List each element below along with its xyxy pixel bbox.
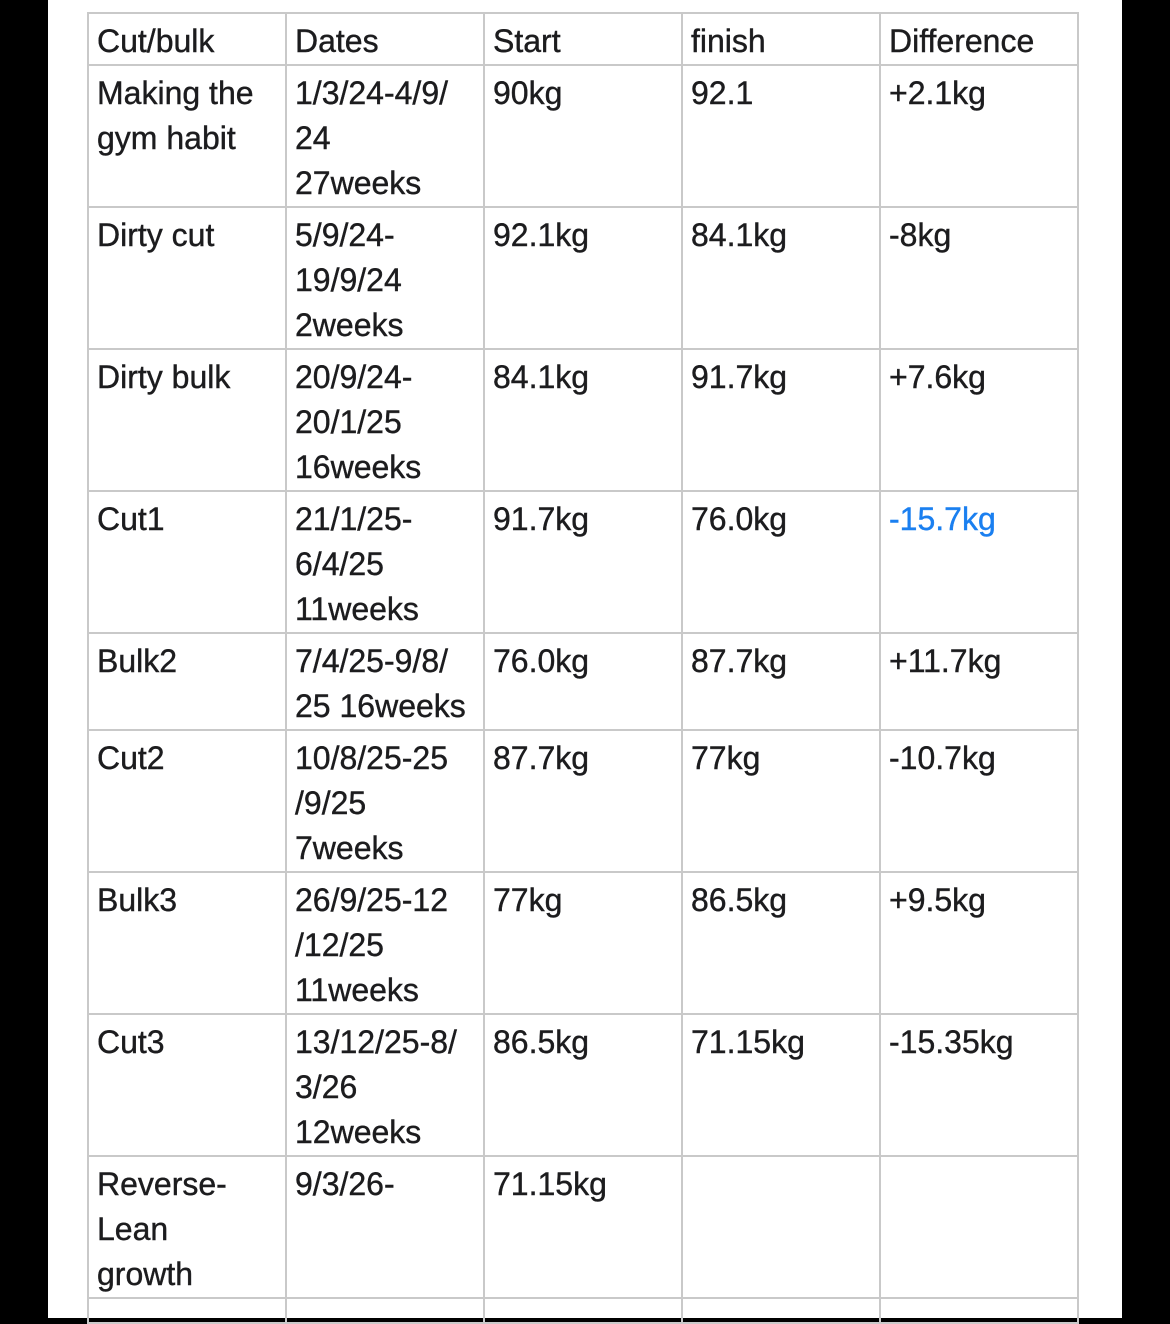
header-cell-dates[interactable]: Dates: [286, 13, 484, 65]
start-cell[interactable]: 71.15kg: [484, 1156, 682, 1298]
header-cell-finish[interactable]: finish: [682, 13, 880, 65]
difference-cell[interactable]: +2.1kg: [880, 65, 1078, 207]
table-row: [88, 1156, 1078, 1298]
difference-cell[interactable]: +9.5kg: [880, 872, 1078, 1014]
dates-cell[interactable]: 20/9/24- 20/1/25 16weeks: [286, 349, 484, 491]
header-cell-phase[interactable]: Cut/bulk: [88, 13, 286, 65]
dates-cell[interactable]: 9/3/26-: [286, 1156, 484, 1298]
dates-cell[interactable]: 21/1/25- 6/4/25 11weeks: [286, 491, 484, 633]
empty-cell[interactable]: [484, 1298, 682, 1323]
table-row: [88, 872, 1078, 1014]
table-row: [88, 491, 1078, 633]
empty-cell[interactable]: [682, 1298, 880, 1323]
finish-cell[interactable]: 91.7kg: [682, 349, 880, 491]
start-cell[interactable]: 86.5kg: [484, 1014, 682, 1156]
finish-cell[interactable]: 77kg: [682, 730, 880, 872]
dates-cell[interactable]: 26/9/25-12 /12/25 11weeks: [286, 872, 484, 1014]
phase-cell[interactable]: Bulk2: [88, 633, 286, 730]
dates-cell[interactable]: 5/9/24- 19/9/24 2weeks: [286, 207, 484, 349]
finish-cell[interactable]: 87.7kg: [682, 633, 880, 730]
start-cell[interactable]: 84.1kg: [484, 349, 682, 491]
phase-cell[interactable]: Dirty cut: [88, 207, 286, 349]
header-cell-start[interactable]: Start: [484, 13, 682, 65]
empty-cell[interactable]: [286, 1298, 484, 1323]
empty-cell[interactable]: [880, 1298, 1078, 1323]
phase-cell[interactable]: Cut1: [88, 491, 286, 633]
finish-cell[interactable]: 92.1: [682, 65, 880, 207]
difference-cell[interactable]: -15.35kg: [880, 1014, 1078, 1156]
document-sheet: [48, 0, 1122, 1318]
finish-cell[interactable]: 71.15kg: [682, 1014, 880, 1156]
finish-cell[interactable]: 84.1kg: [682, 207, 880, 349]
table-header-row: [88, 13, 1078, 65]
table-row: [88, 1014, 1078, 1156]
table-row: [88, 730, 1078, 872]
dates-cell[interactable]: 1/3/24-4/9/ 24 27weeks: [286, 65, 484, 207]
finish-cell[interactable]: 76.0kg: [682, 491, 880, 633]
table-row: [88, 349, 1078, 491]
difference-cell[interactable]: +11.7kg: [880, 633, 1078, 730]
dates-cell[interactable]: 7/4/25-9/8/ 25 16weeks: [286, 633, 484, 730]
phase-cell[interactable]: Cut2: [88, 730, 286, 872]
table-row: [88, 207, 1078, 349]
finish-cell[interactable]: [682, 1156, 880, 1298]
start-cell[interactable]: 90kg: [484, 65, 682, 207]
difference-cell-highlighted[interactable]: -15.7kg: [880, 491, 1078, 633]
phase-cell[interactable]: Making the gym habit: [88, 65, 286, 207]
start-cell[interactable]: 92.1kg: [484, 207, 682, 349]
difference-cell[interactable]: [880, 1156, 1078, 1298]
weight-log-table: [87, 12, 1079, 1324]
phase-cell[interactable]: Dirty bulk: [88, 349, 286, 491]
start-cell[interactable]: 76.0kg: [484, 633, 682, 730]
empty-cell[interactable]: [88, 1298, 286, 1323]
empty-table-row: [88, 1298, 1078, 1323]
table-row: [88, 65, 1078, 207]
start-cell[interactable]: 77kg: [484, 872, 682, 1014]
difference-cell[interactable]: +7.6kg: [880, 349, 1078, 491]
difference-cell[interactable]: -10.7kg: [880, 730, 1078, 872]
dates-cell[interactable]: 13/12/25-8/ 3/26 12weeks: [286, 1014, 484, 1156]
dates-cell[interactable]: 10/8/25-25 /9/25 7weeks: [286, 730, 484, 872]
start-cell[interactable]: 91.7kg: [484, 491, 682, 633]
start-cell[interactable]: 87.7kg: [484, 730, 682, 872]
table-row: [88, 633, 1078, 730]
difference-cell[interactable]: -8kg: [880, 207, 1078, 349]
phase-cell[interactable]: Cut3: [88, 1014, 286, 1156]
phase-cell[interactable]: Bulk3: [88, 872, 286, 1014]
phase-cell[interactable]: Reverse- Lean growth: [88, 1156, 286, 1298]
finish-cell[interactable]: 86.5kg: [682, 872, 880, 1014]
header-cell-difference[interactable]: Difference: [880, 13, 1078, 65]
